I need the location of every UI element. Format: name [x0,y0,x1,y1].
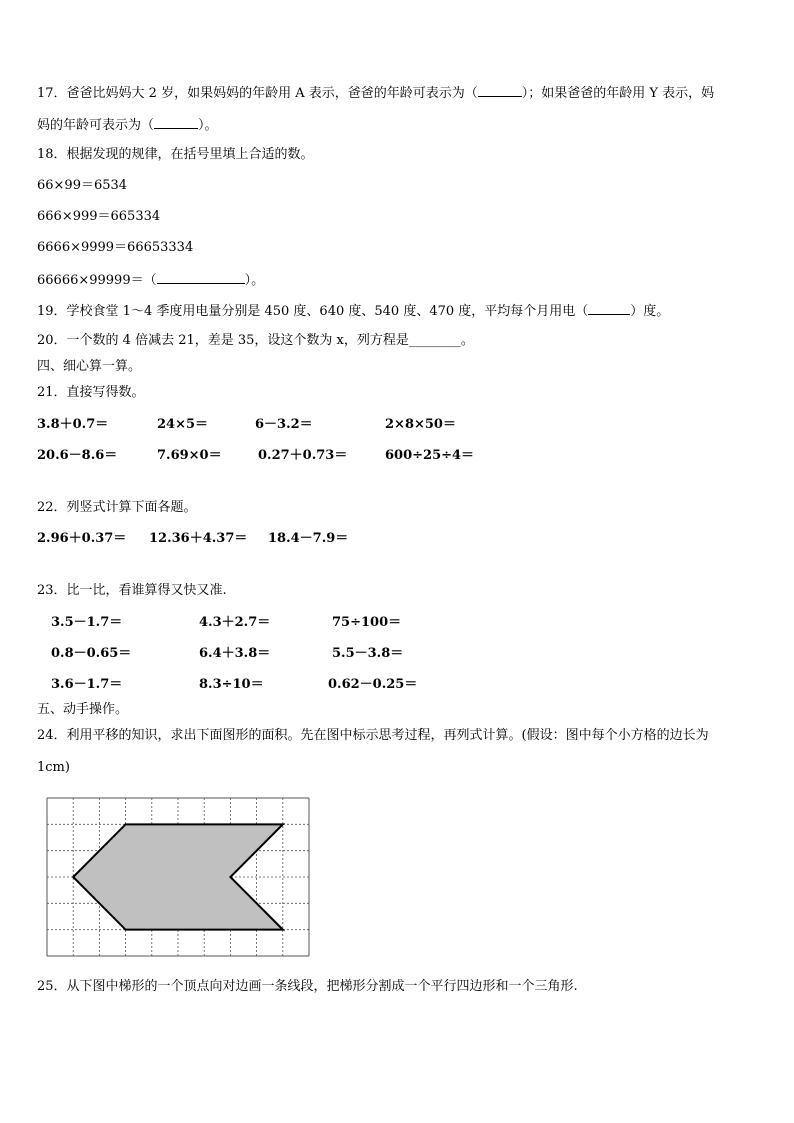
q17-text-c: 妈的年龄可表示为（ [37,118,155,133]
grid-figure [46,797,310,957]
q20-line: 20．一个数的 4 倍减去 21，差是 35，设这个数为 x，列方程是________。 [37,333,474,348]
q21-item: 20.6－8.6＝ [37,448,118,463]
q23-title: 23．比一比，看谁算得又快又准. [37,583,227,598]
q24-line2: 1cm) [37,760,70,775]
q18-eq4-text-a: 66666×99999＝（ [37,273,157,288]
q22-item: 12.36＋4.37＝ [149,531,248,546]
q18-eq3: 6666×9999＝66653334 [37,240,194,255]
section-4-heading: 四、细心算一算。 [37,359,142,374]
q21-item: 3.8＋0.7＝ [37,417,109,432]
q17-text-a: 17．爸爸比妈妈大 2 岁，如果妈妈的年龄用 A 表示，爸爸的年龄可表示为（ [37,86,478,101]
q23-item: 0.62－0.25＝ [328,677,418,692]
q21-title: 21．直接写得数。 [37,385,145,400]
q23-item: 8.3÷10＝ [199,677,264,692]
q23-item: 4.3＋2.7＝ [199,615,271,630]
q18-eq4 [37,271,264,289]
q23-item: 3.6－1.7＝ [51,677,123,692]
q19-line [37,302,669,320]
q23-item: 3.5－1.7＝ [51,615,123,630]
q25-line: 25．从下图中梯形的一个顶点向对边画一条线段，把梯形分割成一个平行四边形和一个三角形. [37,979,578,994]
q21-item: 24×5＝ [157,417,209,432]
q21-item: 6－3.2＝ [255,417,313,432]
q17-text-d: ）。 [198,118,218,133]
q22-item: 18.4－7.9＝ [268,531,349,546]
q22-title: 22．列竖式计算下面各题。 [37,500,197,515]
q17-line1 [37,84,714,102]
q23-item: 6.4＋3.8＝ [199,646,271,661]
q17-answer-blank-2[interactable] [154,116,198,129]
q19-text-b: ）度。 [630,304,670,319]
q17-text-b: ）；如果爸爸的年龄用 Y 表示，妈 [521,86,715,101]
q19-text-a: 19．学校食堂 1～4 季度用电量分别是 450 度、640 度、540 度、470 度，平均每个月用电（ [37,304,589,319]
q19-answer-blank[interactable] [588,302,630,315]
q18-answer-blank[interactable] [157,271,245,284]
q23-item: 0.8－0.65＝ [51,646,132,661]
q21-item: 0.27＋0.73＝ [258,448,348,463]
q21-item: 7.69×0＝ [157,448,222,463]
q21-item: 2×8×50＝ [385,417,456,432]
q23-item: 75÷100＝ [332,615,402,630]
q22-item: 2.96＋0.37＝ [37,531,127,546]
section-5-heading: 五、动手操作。 [37,702,129,717]
q17-answer-blank-1[interactable] [478,84,522,97]
q17-line2 [37,116,218,134]
q23-item: 5.5－3.8＝ [332,646,404,661]
q18-eq2: 666×999＝665334 [37,209,161,224]
q18-title: 18．根据发现的规律，在括号里填上合适的数。 [37,147,314,162]
q24-line1: 24．利用平移的知识，求出下面图形的面积。先在图中标示思考过程，再列式计算。(假设：图中每个小方格的边长为 [37,728,709,743]
q21-item: 600÷25÷4＝ [385,448,475,463]
q18-eq4-text-b: ）。 [244,273,265,288]
q18-eq1: 66×99＝6534 [37,178,128,193]
